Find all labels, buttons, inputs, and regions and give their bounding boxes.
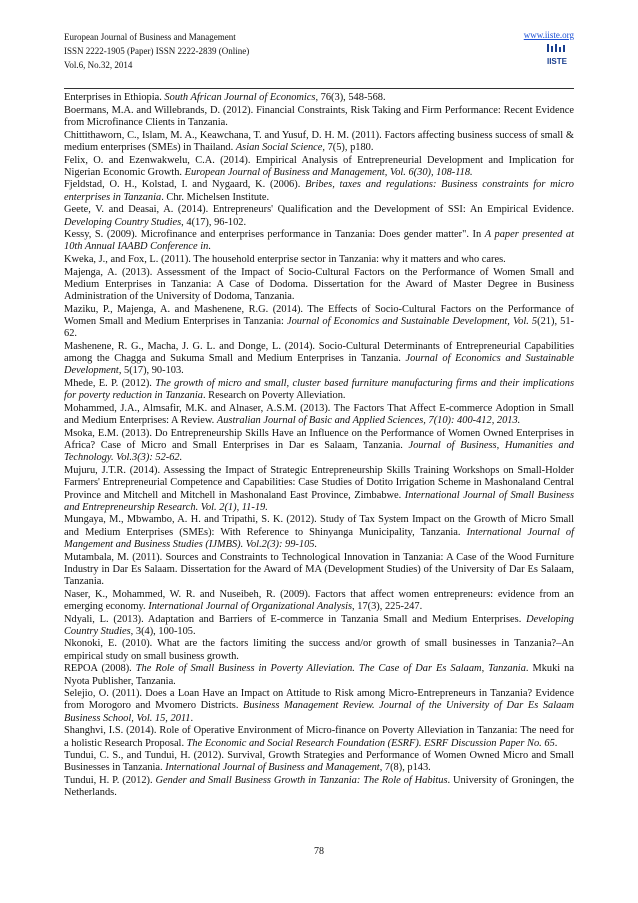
journal-name: European Journal of Business and Management bbox=[64, 32, 236, 42]
logo-text: IISTE bbox=[546, 57, 568, 66]
reference-text: . Chr. Michelsen Institute. bbox=[161, 191, 270, 203]
reference-text: , 17(3), 225-247. bbox=[352, 600, 423, 612]
reference-text: Maziku, P., Majenga, A. and Mashenene, R.G. (2014). The Effects of Socio-Cultural Factors on the Performance of Women Small and Medium Enterprises in Tanzania: bbox=[64, 303, 574, 328]
reference-text: Mashenene, R. G., Macha, J. G. L. and Donge, L. (2014). Socio-Cultural Determinants of Entrepreneurial Capabilities among the Chagga and Sukuma Small and Medium Enterprises in Tanzania. bbox=[64, 341, 574, 365]
reference-entry bbox=[64, 750, 574, 774]
reference-text: Geete, V. and Deasai, A. (2014). Entrepreneurs' Qualification and the Development of SSI: An Empirical Evidence. bbox=[64, 204, 574, 216]
reference-source: International Journal of Mangement and Business Studies (IJMBS). Vol.2(3): 99-105. bbox=[64, 526, 575, 550]
reference-entry bbox=[64, 204, 574, 228]
iiste-logo bbox=[544, 44, 570, 68]
journal-url-link[interactable]: www.iiste.org bbox=[523, 30, 574, 40]
reference-entry bbox=[64, 663, 574, 687]
reference-source: International Journal of Business and Management bbox=[165, 762, 380, 774]
reference-text: Boermans, M.A. and Willebrands, D. (2012). Financial Constraints, Risk Taking and Firm Performance: Recent Evidence from Microfinance Clients in Tanzania. bbox=[64, 104, 574, 128]
reference-text: Kweka, J., and Fox, L. (2011). The household enterprise sector in Tanzania: why it matters and who cares. bbox=[64, 254, 506, 266]
reference-entry bbox=[64, 589, 574, 613]
reference-source: Journal of Economics and Sustainable Development bbox=[64, 353, 574, 377]
page-number: 78 bbox=[314, 846, 324, 857]
reference-text: Tundui, C. S., and Tundui, H. (2012). Survival, Growth Strategies and Performance of Women Owned Micro and Small Businesses in Tanzania. bbox=[64, 750, 574, 774]
reference-text: Mhede, E. P. (2012). bbox=[64, 378, 156, 390]
reference-entry bbox=[64, 688, 574, 725]
reference-text: Selejio, O. (2011). Does a Loan Have an Impact on Attitude to Risk among Micro-Entrepreneurs in Tanzania? Evidence from Morogoro and Mvomero Districts. bbox=[64, 688, 574, 712]
reference-text: . Mkuki na Nyota Publisher, Tanzania. bbox=[64, 663, 574, 687]
reference-text: Enterprises in Ethiopia. bbox=[64, 92, 165, 103]
reference-text: Tundui, H. P. (2012). bbox=[64, 775, 156, 787]
reference-text: Nkonoki, E. (2010). What are the factors limiting the success and/or growth of small businesses in Tanzania?–An empirical study on small business growth. bbox=[64, 638, 574, 662]
reference-text: Shanghvi, I.S. (2014). Role of Operative Environment of Micro-finance on Poverty Alleviation in Tanzania: The need for a holistic Research Proposal. bbox=[64, 725, 574, 749]
reference-source: Journal of Economics and Sustainable Development, Vol. 5 bbox=[286, 316, 538, 328]
reference-text: Mungaya, M., Mbwambo, A. H. and Tripathi, S. K. (2012). Study of Tax System Impact on the Growth of Micro Small and Medium Enterprises (SMEs): With Reference to Shinyanga Municipality, Tanzania. bbox=[64, 514, 574, 538]
reference-text: Kessy, S. (2009). Microfinance and enterprises performance in Tanzania: Does gender matter". In bbox=[64, 229, 485, 241]
reference-entry bbox=[64, 514, 574, 551]
reference-entry bbox=[64, 378, 574, 402]
reference-entry bbox=[64, 775, 574, 799]
reference-text: Mujuru, J.T.R. (2014). Assessing the Impact of Strategic Entrepreneurship Skills Training Workshops on Small-Holder Farmers' Entrepreneurial Competence and Capabilities: Case Studies of Dotito Irrigation Scheme in Mashonaland Central Province and Mitchell and Mitchell in Mashonaland East Province, Zimbabwe. bbox=[64, 465, 574, 501]
reference-text: Felix, O. and Ezenwakwelu, C.A. (2014). Empirical Analysis of Entrepreneurial Development and Implication for Nigerian Economic Growth. bbox=[64, 154, 574, 178]
reference-entry bbox=[64, 552, 574, 589]
reference-entry bbox=[64, 130, 574, 154]
reference-text: Fjeldstad, O. H., Kolstad, I. and Nygaard, K. (2006). bbox=[64, 179, 306, 191]
reference-source: Business Management Review. Journal of the University of Dar Es Salaam Business School, Vol. 15, 2011 bbox=[64, 700, 574, 724]
reference-source: A paper presented at 10th Annual IAABD Conference in bbox=[64, 229, 574, 253]
reference-source: Developing Country Studies bbox=[64, 613, 574, 637]
reference-entry bbox=[64, 155, 574, 179]
reference-entry bbox=[64, 229, 574, 253]
issn-line: ISSN 2222-1905 (Paper) ISSN 2222-2839 (Online) bbox=[64, 46, 250, 56]
reference-text: , 5(17), 90-103. bbox=[118, 365, 184, 377]
reference-list bbox=[64, 92, 574, 800]
reference-text: Mutambala, M. (2011). Sources and Constraints to Technological Innovation in Tanzania: A Case of the Wood Furniture Industry in Dar Es Salaam. Dissertation for the Award of MA (Development Studies) of the University of Dar Es Salaam, Tanzania. bbox=[64, 551, 574, 587]
reference-source: South African Journal of Economics bbox=[164, 92, 316, 103]
header-rule bbox=[64, 88, 574, 89]
reference-text: Msoka, E.M. (2013). Do Entrepreneurship Skills Have an Influence on the Performance of Women Owned Enterprises in Africa? Case of Micro and Small Enterprises in Dar es Salaam, Tanzania. bbox=[64, 427, 574, 452]
reference-text: . University of Groningen, the Netherlands. bbox=[64, 775, 574, 799]
reference-entry bbox=[64, 304, 574, 341]
reference-entry bbox=[64, 105, 574, 129]
reference-source: International Journal of Small Business and Entrepreneurship Research. Vol. 2(1), 11-19. bbox=[64, 489, 574, 513]
reference-text: . bbox=[554, 737, 558, 749]
reference-text: Naser, K., Mohammed, W. R. and Nuseibeh, R. (2009). Factors that affect women entrepreneurs: evidence from an emerging economy. bbox=[64, 588, 574, 612]
reference-entry bbox=[64, 614, 574, 638]
reference-text: Majenga, A. (2013). Assessment of the Impact of Socio-Cultural Factors on the Performance of Women Small and Medium Enterprises in Tanzania: A Case of Dodoma. Dissertation for the Award of Master Degree in Business Administration of the University of Dodoma, Tanzania. bbox=[64, 266, 574, 303]
reference-source: European Journal of Business and Management, Vol. 6(30), 108-118. bbox=[184, 166, 473, 178]
reference-source: The Role of Small Business in Poverty Alleviation. The Case of Dar Es Salaam, Tanzania bbox=[135, 663, 526, 675]
reference-text: . bbox=[208, 241, 211, 253]
reference-entry bbox=[64, 725, 574, 749]
reference-source: Developing Country Studies bbox=[64, 216, 182, 228]
reference-source: Bribes, taxes and regulations: Business constraints for micro enterprises in Tanzania bbox=[64, 179, 574, 203]
reference-text: , 7(5), p180. bbox=[322, 141, 374, 153]
reference-text: , 76(3), 548-568. bbox=[315, 92, 386, 103]
reference-entry bbox=[64, 341, 574, 378]
reference-text: (21), 51-62. bbox=[64, 316, 574, 340]
reference-entry bbox=[64, 638, 574, 662]
page-header bbox=[64, 30, 574, 90]
reference-text: . bbox=[190, 712, 194, 724]
reference-text: , 4(17), 96-102. bbox=[181, 216, 247, 228]
reference-source: Journal of Business, Humanities and Technology. Vol.3(3): 52-62. bbox=[64, 440, 574, 464]
volume-line: Vol.6, No.32, 2014 bbox=[64, 60, 133, 70]
reference-entry bbox=[64, 267, 574, 304]
reference-text: Chittithaworn, C., Islam, M. A., Keawchana, T. and Yusuf, D. H. M. (2011). Factors affecting business success of small & medium enterprises (SMEs) in Thailand. bbox=[64, 129, 574, 153]
reference-source: Asian Social Science bbox=[235, 141, 323, 153]
reference-source: Australian Journal of Basic and Applied Sciences, 7(10): 400-412, 2013. bbox=[216, 415, 521, 427]
reference-source: Gender and Small Business Growth in Tanzania: The Role of Habitus bbox=[155, 775, 448, 787]
reference-entry bbox=[64, 465, 574, 514]
reference-text: . Research on Poverty Alleviation. bbox=[202, 390, 346, 402]
reference-source: The Economic and Social Research Foundation (ESRF). ESRF Discussion Paper No. 65 bbox=[186, 737, 555, 749]
reference-entry bbox=[64, 428, 574, 465]
reference-entry bbox=[64, 92, 574, 104]
reference-text: , 7(8), p143. bbox=[379, 762, 431, 774]
reference-source: International Journal of Organizational Analysis bbox=[148, 600, 353, 612]
reference-entry bbox=[64, 254, 574, 266]
reference-entry bbox=[64, 403, 574, 427]
reference-source: The growth of micro and small, cluster based furniture manufacturing firms and their implications for poverty reduction in Tanzania bbox=[64, 378, 574, 402]
reference-text: , 3(4), 100-105. bbox=[130, 625, 196, 637]
reference-text: Mohammed, J.A., Almsafir, M.K. and Alnaser, A.S.M. (2013). The Factors That Affect E-commerce Adoption in Small and Medium Enterprises: A Review. bbox=[64, 403, 574, 427]
reference-entry bbox=[64, 179, 574, 203]
reference-text: Ndyali, L. (2013). Adaptation and Barriers of E-commerce in Tanzania Small and Medium Enterprises. bbox=[64, 613, 527, 625]
reference-text: REPOA (2008). bbox=[64, 663, 136, 675]
